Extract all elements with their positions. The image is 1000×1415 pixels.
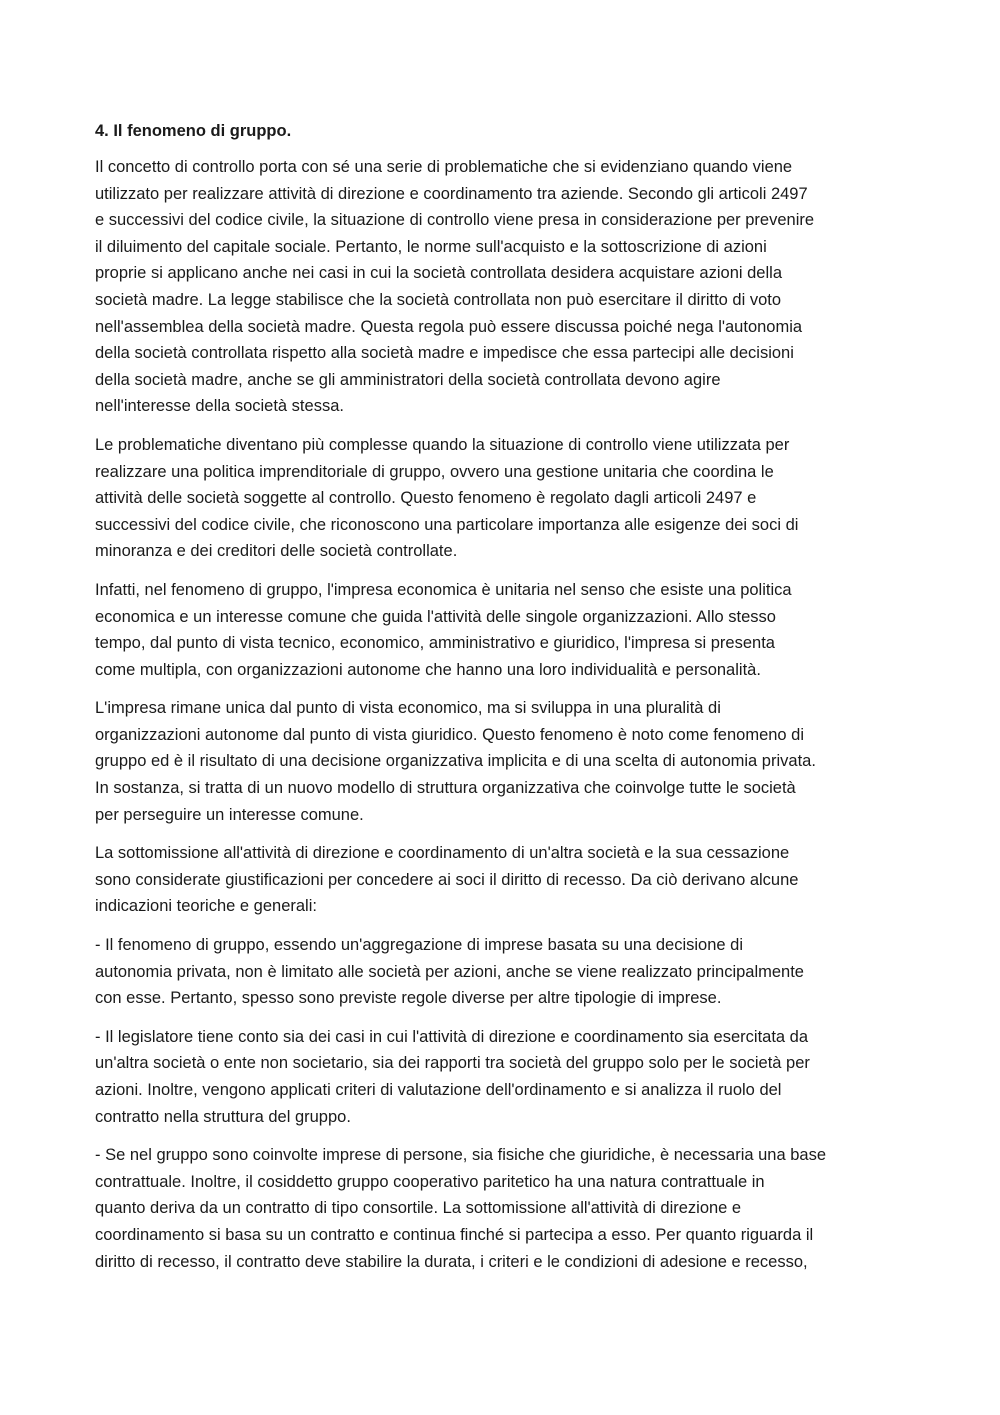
text-line: nell'assemblea della società madre. Questa regola può essere discussa poiché nega l'autonomia bbox=[95, 317, 803, 336]
text-line: con esse. Pertanto, spesso sono previste regole diverse per altre tipologie di imprese. bbox=[95, 989, 722, 1008]
paragraph bbox=[95, 154, 910, 420]
text-line: L'impresa rimane unica dal punto di vista economico, ma si sviluppa in una pluralità di bbox=[95, 699, 721, 718]
text-line: e successivi del codice civile, la situazione di controllo viene presa in considerazione per prevenire bbox=[95, 211, 815, 230]
paragraph bbox=[95, 932, 910, 1012]
text-line: indicazioni teoriche e generali: bbox=[95, 897, 317, 916]
text-line: diritto di recesso, il contratto deve stabilire la durata, i criteri e le condizioni di adesione e recesso, bbox=[95, 1252, 808, 1271]
text-line: per perseguire un interesse comune. bbox=[95, 805, 364, 824]
text-line: quanto deriva da un contratto di tipo consortile. La sottomissione all'attività di direzione e bbox=[95, 1199, 742, 1218]
paragraph bbox=[95, 1024, 910, 1130]
text-line: sono considerate giustificazioni per concedere ai soci il diritto di recesso. Da ciò derivano alcune bbox=[95, 870, 799, 889]
text-line: In sostanza, si tratta di un nuovo modello di struttura organizzativa che coinvolge tutte le società bbox=[95, 779, 796, 798]
text-line: della società controllata rispetto alla società madre e impedisce che essa partecipi alle decisioni bbox=[95, 344, 794, 363]
text-line: Il concetto di controllo porta con sé una serie di problematiche che si evidenziano quando viene bbox=[95, 158, 793, 176]
paragraph bbox=[95, 840, 910, 920]
text-line: organizzazioni autonome dal punto di vista giuridico. Questo fenomeno è noto come fenomeno di bbox=[95, 725, 805, 744]
paragraph bbox=[95, 432, 910, 565]
text-line: La sottomissione all'attività di direzione e coordinamento di un'altra società e la sua cessazione bbox=[95, 844, 790, 863]
text-line: - Il fenomeno di gruppo, essendo un'aggregazione di imprese basata su una decisione di bbox=[95, 936, 743, 955]
text-line: nell'interesse della società stessa. bbox=[95, 397, 344, 416]
text-line: un'altra società o ente non societario, sia dei rapporti tra società del gruppo solo per le società per bbox=[95, 1054, 810, 1073]
text-line: il diluimento del capitale sociale. Pertanto, le norme sull'acquisto e la sottoscrizione di azioni bbox=[95, 237, 767, 256]
text-line: come multipla, con organizzazioni autonome che hanno una loro individualità e personalità. bbox=[95, 660, 761, 679]
text-line: - Se nel gruppo sono coinvolte imprese di persone, sia fisiche che giuridiche, è necessaria una base bbox=[95, 1146, 827, 1165]
text-line: attività delle società soggette al controllo. Questo fenomeno è regolato dagli articoli 2497 e bbox=[95, 489, 757, 508]
text-line: gruppo ed è il risultato di una decisione organizzativa implicita e di una scelta di autonomia privata. bbox=[95, 752, 816, 771]
text-line: della società madre, anche se gli amministratori della società controllata devono agire bbox=[95, 370, 721, 389]
paragraph bbox=[95, 695, 910, 828]
text-line: coordinamento si basa su un contratto e continua finché si partecipa a esso. Per quanto riguarda il bbox=[95, 1225, 814, 1244]
text-line: tempo, dal punto di vista tecnico, economico, amministrativo e giuridico, l'impresa si presenta bbox=[95, 634, 775, 653]
text-line: società madre. La legge stabilisce che la società controllata non può esercitare il diritto di voto bbox=[95, 290, 782, 309]
text-line: autonomia privata, non è limitato alle società per azioni, anche se viene realizzato principalmente bbox=[95, 962, 804, 981]
text-line: minoranza e dei creditori delle società controllate. bbox=[95, 542, 458, 561]
text-line: azioni. Inoltre, vengono applicati criteri di valutazione dell'ordinamento e si analizza il ruolo del bbox=[95, 1081, 782, 1099]
text-line: contratto nella struttura del gruppo. bbox=[95, 1107, 351, 1126]
text-line: economica e un interesse comune che guida l'attività delle singole organizzazioni. Allo stesso bbox=[95, 607, 776, 626]
document-page bbox=[95, 118, 910, 1287]
text-line: Le problematiche diventano più complesse quando la situazione di controllo viene utilizzata per bbox=[95, 435, 790, 454]
text-line: Infatti, nel fenomeno di gruppo, l'impresa economica è unitaria nel senso che esiste una politica bbox=[95, 580, 792, 599]
paragraph bbox=[95, 1142, 910, 1275]
text-line: proprie si applicano anche nei casi in cui la società controllata desidera acquistare azioni della bbox=[95, 264, 782, 283]
paragraph bbox=[95, 577, 910, 683]
text-line: contrattuale. Inoltre, il cosiddetto gruppo cooperativo paritetico ha una natura contrattuale in bbox=[95, 1172, 765, 1191]
text-line: utilizzato per realizzare attività di direzione e coordinamento tra aziende. Secondo gli articoli 2497 bbox=[95, 184, 808, 203]
paragraphs-container bbox=[95, 154, 910, 1275]
text-line: - Il legislatore tiene conto sia dei casi in cui l'attività di direzione e coordinamento sia esercitata da bbox=[95, 1027, 809, 1046]
text-line: realizzare una politica imprenditoriale di gruppo, ovvero una gestione unitaria che coordina le bbox=[95, 462, 774, 481]
section-heading: 4. Il fenomeno di gruppo. bbox=[95, 122, 292, 140]
text-line: successivi del codice civile, che riconoscono una particolare importanza alle esigenze dei soci di bbox=[95, 515, 799, 534]
